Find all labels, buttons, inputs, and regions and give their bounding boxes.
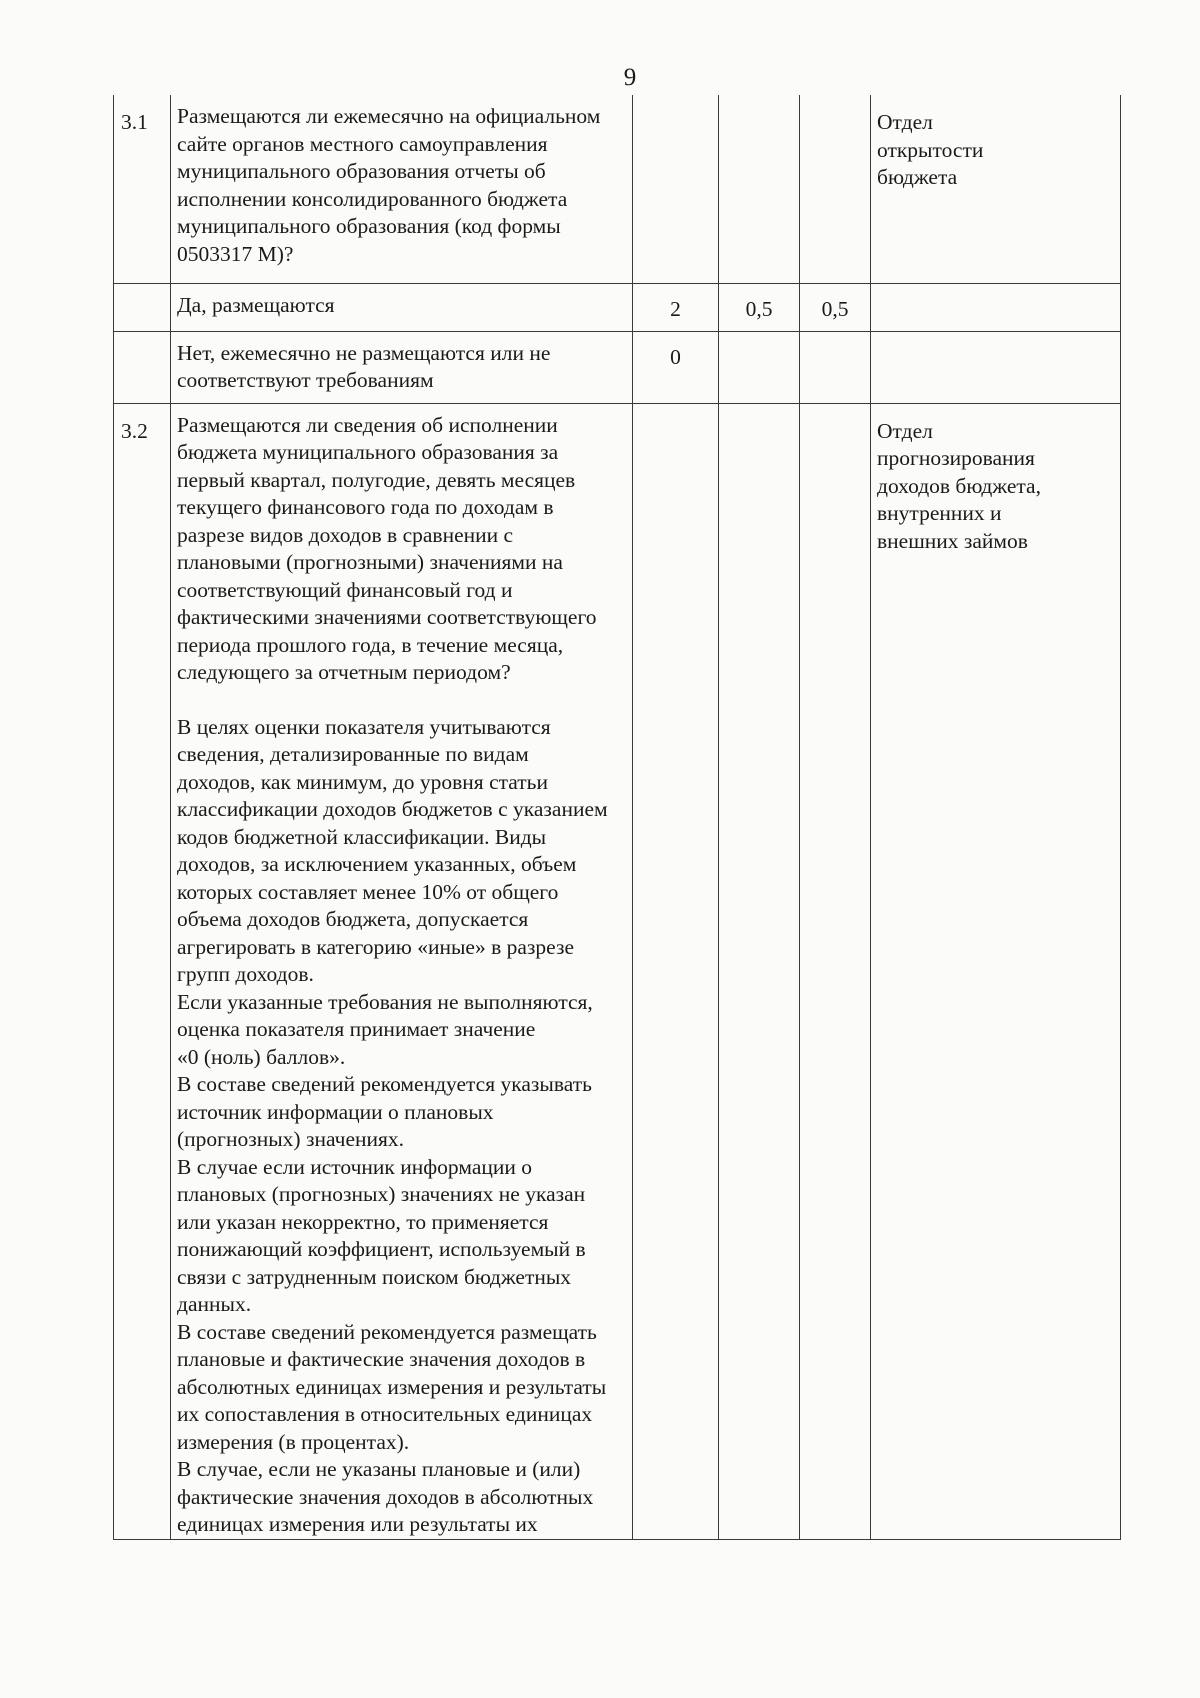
question-main: Размещаются ли сведения об исполнении бюджета муниципального образования за первый квартал, полугодие, девять месяцев текущего финансового года по доходам в разрезе видов доходов в сравнении с плановыми (прогнозными) значениями на соответствующий финансовый год и фактическими значениями соответствующего периода прошлого года, в течение месяца, следующего за отчетным периодом?	[177, 412, 597, 684]
score-cell: 0	[633, 331, 719, 403]
coefficient-cell: 0,5	[800, 283, 871, 331]
row-number: 3.2	[114, 403, 171, 1539]
coefficient-cell: 0,5	[719, 283, 800, 331]
coefficient-cell	[719, 95, 800, 283]
row-number	[114, 283, 171, 331]
score-cell: 2	[633, 283, 719, 331]
table-row-3-1	[114, 95, 1121, 283]
score-cell	[633, 403, 719, 1539]
coefficient-cell	[719, 403, 800, 1539]
row-number: 3.1	[114, 95, 171, 283]
question-text	[171, 403, 633, 1539]
responsible-department	[871, 283, 1121, 331]
table-row-answer-no	[114, 331, 1121, 403]
responsible-department	[871, 331, 1121, 403]
question-text: Размещаются ли ежемесячно на официальном сайте органов местного самоуправления муниципального образования отчеты об исполнении консолидированного бюджета муниципального образования (код формы 0503317 М)?	[171, 95, 633, 283]
answer-text: Да, размещаются	[171, 283, 633, 331]
row-number	[114, 331, 171, 403]
responsible-department: Отдел открытости бюджета	[871, 95, 1121, 283]
coefficient-cell	[800, 403, 871, 1539]
table-row-answer-yes	[114, 283, 1121, 331]
question-notes: В целях оценки показателя учитываются сведения, детализированные по видам доходов, как минимум, до уровня статьи классификации доходов бюджетов с указанием кодов бюджетной классификации. Виды доходов, за исключением указанных, объем которых составляет менее 10% от общего объема доходов бюджета, допускается агрегировать в категорию «иные» в разрезе групп доходов. Если указанные требования не выполняются, оценка показателя принимает значение «0 (ноль) баллов». В составе сведений рекомендуется указывать источник информации о плановых (прогнозных) значениях. В случае если источник информации о плановых (прогнозных) значениях не указан или указан некорректно, то применяется понижающий коэффициент, используемый в связи с затрудненным поиском бюджетных данных. В составе сведений рекомендуется размещать плановые и фактические значения доходов в абсолютных единицах измерения и результаты их сопоставления в относительных единицах измерения (в процентах). В случае, если не указаны плановые и (или) фактические значения доходов в абсолютных единицах измерения или результаты их	[177, 714, 608, 1536]
page-number: 9	[623, 64, 637, 91]
table-row-3-2	[114, 403, 1121, 1539]
criteria-table	[113, 95, 1121, 1540]
coefficient-cell	[800, 331, 871, 403]
coefficient-cell	[800, 95, 871, 283]
answer-text: Нет, ежемесячно не размещаются или не соответствуют требованиям	[171, 331, 633, 403]
responsible-department: Отдел прогнозирования доходов бюджета, внутренних и внешних займов	[871, 403, 1121, 1539]
coefficient-cell	[719, 331, 800, 403]
score-cell	[633, 95, 719, 283]
